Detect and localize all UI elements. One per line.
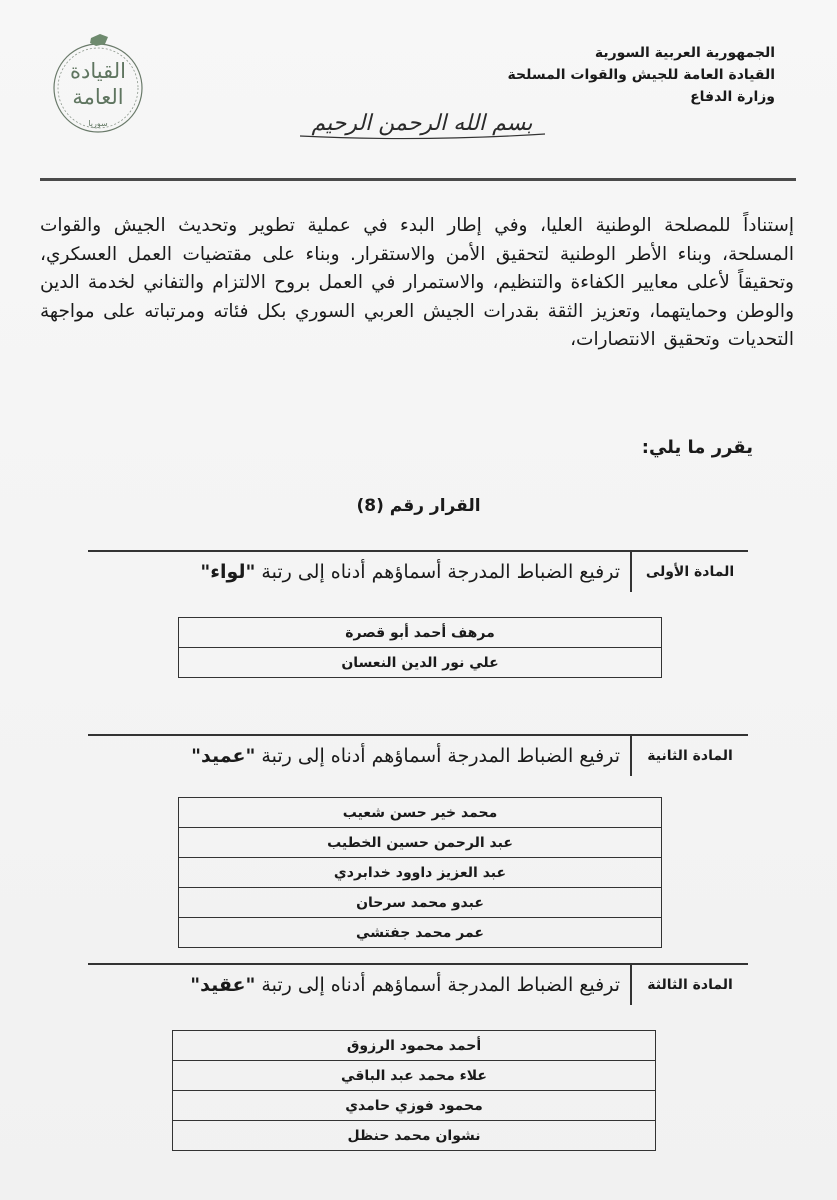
article-text — [191, 736, 620, 776]
svg-text:سوريا: سوريا — [88, 119, 108, 128]
names-table-3 — [172, 1030, 656, 1151]
svg-text:بسم الله الرحمن الرحيم: بسم الله الرحمن الرحيم — [311, 111, 533, 136]
names-table-2 — [178, 797, 662, 948]
article-statement: ترفيع الضباط المدرجة أسماؤهم أدناه إلى رتبة — [261, 561, 620, 583]
emblem-logo — [48, 28, 148, 140]
article-text — [200, 552, 620, 592]
article-1 — [88, 550, 748, 592]
name-row: أحمد محمود الرزوق — [173, 1031, 655, 1061]
article-text — [190, 965, 620, 1005]
article-rank: "عقيد" — [190, 974, 256, 996]
article-rank: "عميد" — [191, 745, 256, 767]
name-row: علي نور الدين النعسان — [179, 648, 661, 678]
names-table-1 — [178, 617, 662, 678]
name-row: محمد خير حسن شعيب — [179, 798, 661, 828]
header-divider — [40, 178, 796, 181]
header-ministry: وزارة الدفاع — [690, 89, 775, 105]
article-statement: ترفيع الضباط المدرجة أسماؤهم أدناه إلى رتبة — [261, 974, 620, 996]
name-row: عمر محمد جفتشي — [179, 918, 661, 948]
header-country: الجمهورية العربية السورية — [594, 45, 775, 61]
article-2 — [88, 734, 748, 776]
preamble-paragraph: إستناداً للمصلحة الوطنية العليا، وفي إطار البدء في عملية تطوير وتحديث الجيش والقوات المسلحة، وبناء الأطر الوطنية لتحقيق الأمن والاستقرار. وبناء على مقتضيات العمل العسكري، وتحقيقاً لأعلى معايير الكفاءة والتنظيم، والاستمرار في العمل بروح الالتزام والتفاني لخدمة الدين والوطن وحمايتهما، وتعزيز الثقة بقدرات الجيش العربي السوري بكل فئاته ومرتباته على مواجهة التحديات وتحقيق الانتصارات، — [40, 215, 794, 350]
name-row: محمود فوزي حامدي — [173, 1091, 655, 1121]
header-command: القيادة العامة للجيش والقوات المسلحة — [507, 67, 775, 83]
name-row: علاء محمد عبد الباقي — [173, 1061, 655, 1091]
article-3 — [88, 963, 748, 1005]
article-label: المادة الأولى — [630, 552, 748, 592]
decides-heading: يقرر ما يلي: — [641, 437, 753, 458]
article-rank: "لواء" — [200, 561, 256, 583]
svg-text:القيادة: القيادة — [70, 59, 126, 83]
svg-text:العامة: العامة — [72, 85, 124, 109]
name-row: عبد العزيز داوود خدابردي — [179, 858, 661, 888]
article-label: المادة الثانية — [630, 736, 748, 776]
article-label: المادة الثالثة — [630, 965, 748, 1005]
name-row: مرهف أحمد أبو قصرة — [179, 618, 661, 648]
name-row: عبد الرحمن حسين الخطيب — [179, 828, 661, 858]
name-row: نشوان محمد حنظل — [173, 1121, 655, 1151]
decision-number: القرار رقم (8) — [356, 496, 481, 516]
article-statement: ترفيع الضباط المدرجة أسماؤهم أدناه إلى رتبة — [261, 745, 620, 767]
basmala-calligraphy — [280, 94, 565, 150]
name-row: عبدو محمد سرحان — [179, 888, 661, 918]
